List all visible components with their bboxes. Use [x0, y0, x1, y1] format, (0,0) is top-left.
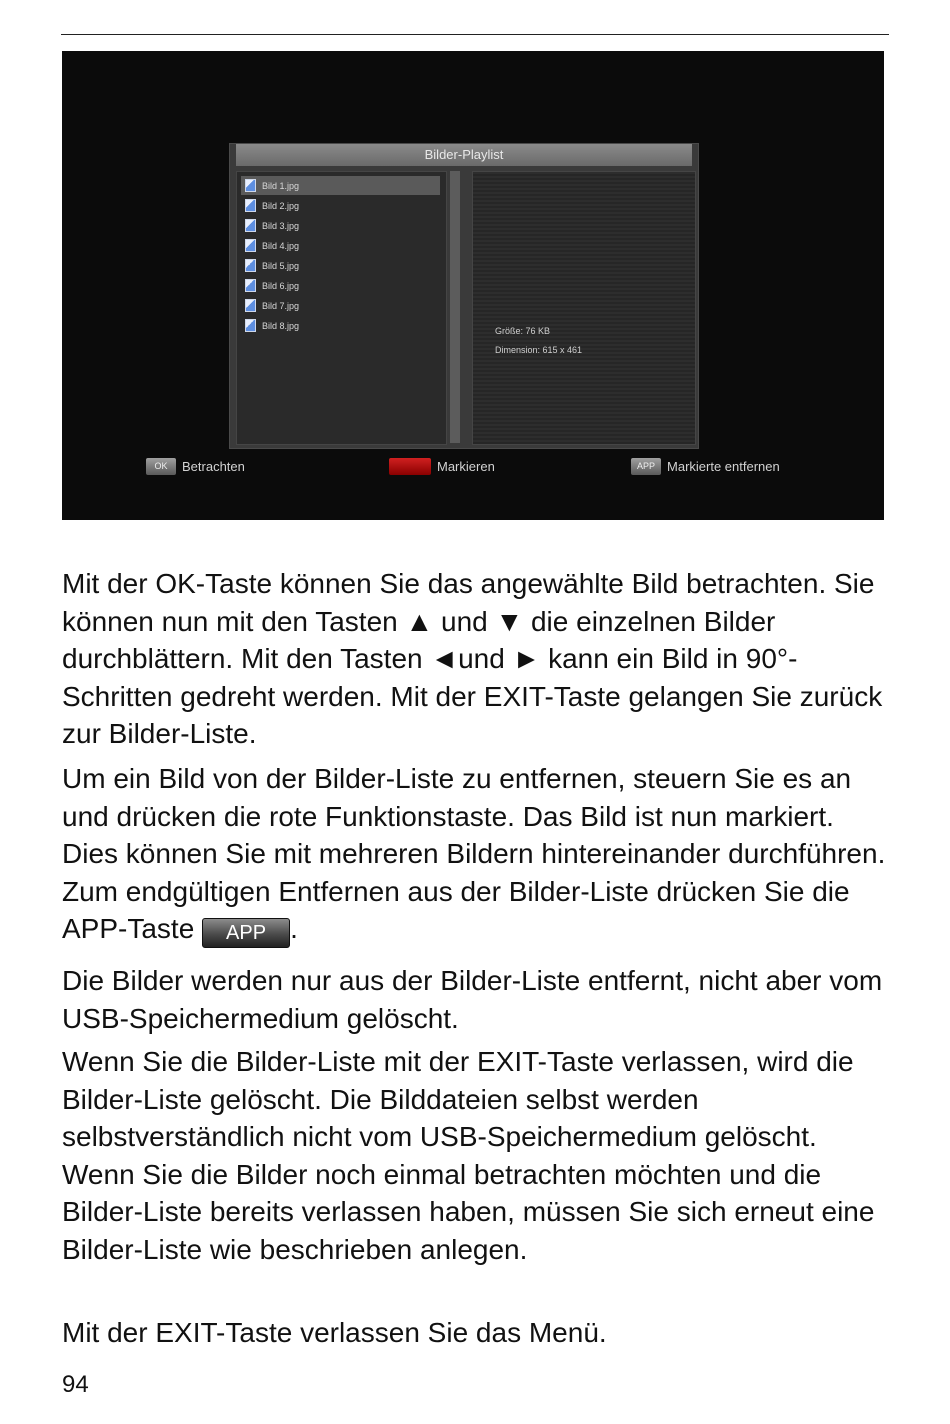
file-list-item[interactable]: Bild 5.jpg	[241, 256, 440, 275]
image-file-icon	[245, 179, 256, 192]
app-remove-hint: APP Markierte entfernen	[631, 458, 780, 475]
file-dimension-info: Dimension: 615 x 461	[495, 345, 583, 355]
top-rule	[61, 34, 889, 35]
app-key-icon: APP	[202, 918, 290, 948]
image-file-icon	[245, 259, 256, 272]
tv-screenshot	[62, 51, 884, 520]
bilder-playlist-dialog	[229, 143, 699, 449]
file-list-item[interactable]: Bild 2.jpg	[241, 196, 440, 215]
file-list-item[interactable]: Bild 6.jpg	[241, 276, 440, 295]
image-file-icon	[245, 219, 256, 232]
image-file-icon	[245, 319, 256, 332]
page-number: 94	[62, 1371, 89, 1398]
paragraph-ok-key: Mit der OK-Taste können Sie das angewählte Bild betrachten. Sie können nun mit den Tasten ▲ und ▼ die einzelnen Bilder durchblättern. Mit den Tasten ◄und ► kann ein Bild in 90°-Schritten gedreht werden. Mit der EXIT-Taste gelangen Sie zurück zur Bilder-Liste.	[62, 568, 883, 750]
red-key	[389, 458, 431, 475]
dialog-title: Bilder-Playlist	[236, 144, 692, 166]
paragraph-exit-list: Wenn Sie die Bilder-Liste mit der EXIT-Taste verlassen, wird die Bilder-Liste gelöscht. Die Bilddateien selbst werden selbstverständlich nicht vom USB-Speichermedium gelöscht. Wenn Sie die Bilder noch einmal betrachten möchten und die Bilder-Liste bereits verlassen haben, müssen Sie sich erneut eine Bilder-Liste wie beschrieben anlegen.	[62, 1046, 875, 1265]
ok-key: OK	[146, 458, 176, 475]
list-scrollbar[interactable]	[450, 171, 460, 443]
file-list-item[interactable]: Bild 1.jpg	[241, 176, 440, 195]
preview-info-pane	[472, 171, 696, 445]
file-list-item[interactable]: Bild 8.jpg	[241, 316, 440, 335]
file-list-item[interactable]: Bild 4.jpg	[241, 236, 440, 255]
image-file-icon	[245, 199, 256, 212]
image-file-icon	[245, 299, 256, 312]
image-file-icon	[245, 279, 256, 292]
paragraph-not-deleted: Die Bilder werden nur aus der Bilder-Liste entfernt, nicht aber vom USB-Speichermedium gelöscht.	[62, 965, 883, 1034]
paragraph-remove-image: Um ein Bild von der Bilder-Liste zu entfernen, steuern Sie es an und drücken die rote Funktionstaste. Das Bild ist nun markiert. Dies können Sie mit mehreren Bildern hintereinander durchführen. Zum endgültigen Entfernen aus der Bilder-Liste drücken Sie die APP-Taste APP .	[62, 760, 892, 948]
red-mark-hint: Markieren	[389, 458, 495, 475]
paragraph-exit-menu: Mit der EXIT-Taste verlassen Sie das Menü.	[62, 1317, 607, 1348]
ok-view-hint: OK Betrachten	[146, 458, 245, 475]
file-list-item[interactable]: Bild 3.jpg	[241, 216, 440, 235]
file-list-item[interactable]: Bild 7.jpg	[241, 296, 440, 315]
app-key: APP	[631, 458, 661, 475]
file-list	[236, 171, 447, 445]
file-size-info: Größe: 76 KB	[495, 326, 551, 336]
image-file-icon	[245, 239, 256, 252]
